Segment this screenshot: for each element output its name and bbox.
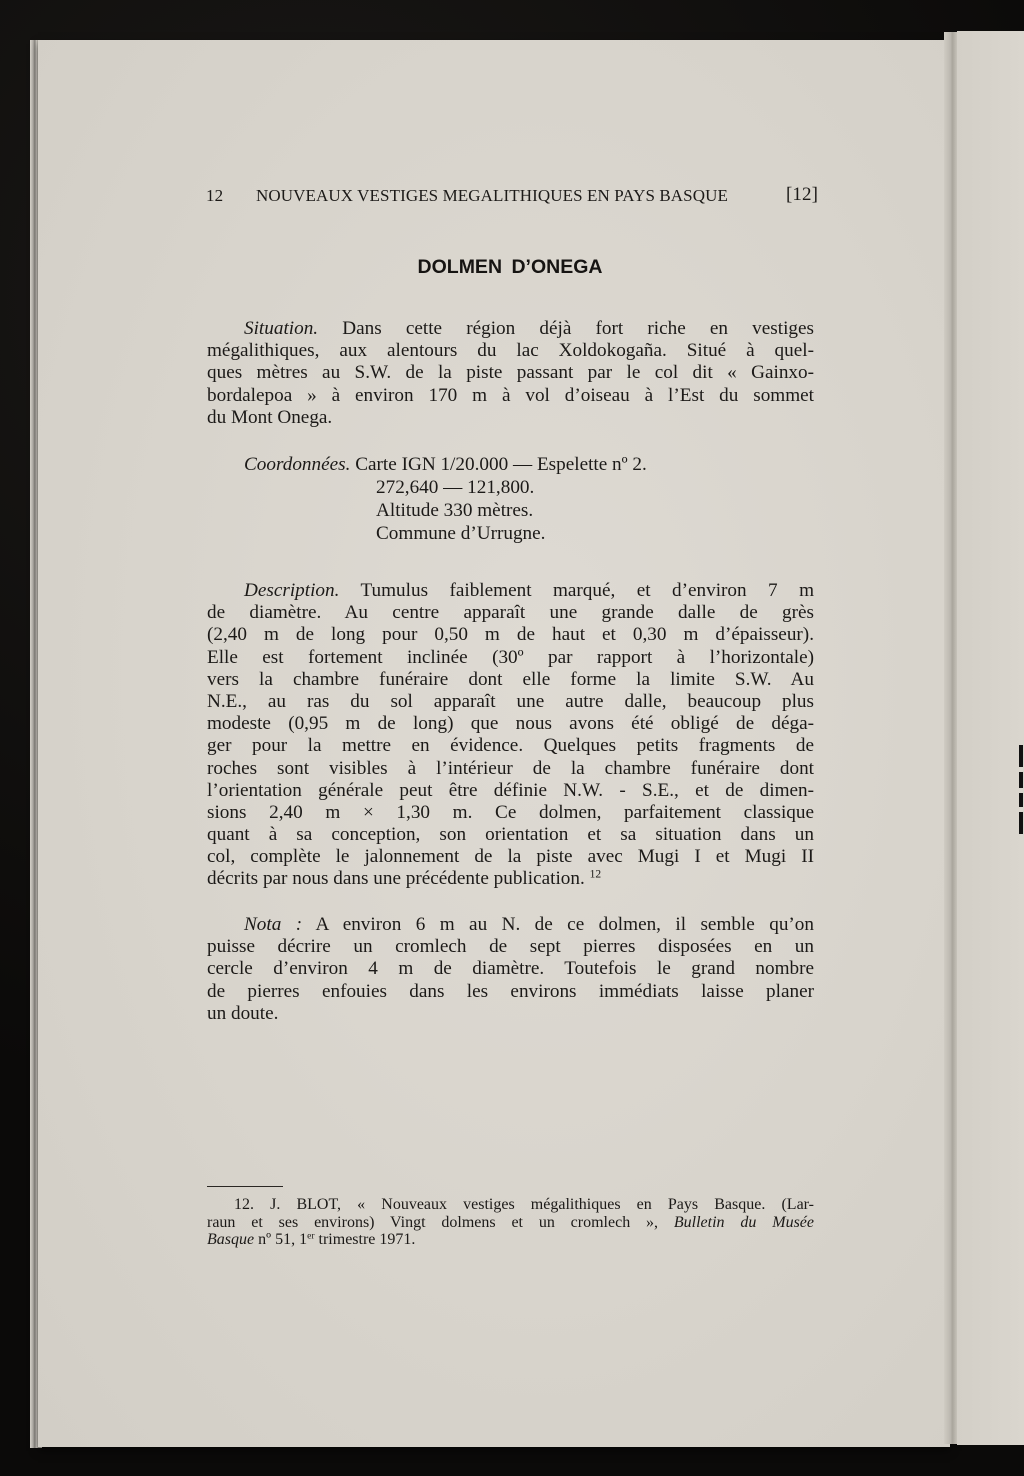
text-line: ques mètres au S.W. de la piste passant par le col dit « Gainxo- <box>207 362 814 384</box>
footnote-text: raun et ses environs) Vingt dolmens et un cromlech », <box>207 1213 674 1231</box>
text-line: quant à sa conception, son orientation et sa situation dans un <box>207 824 814 846</box>
footnote-journal-title: Bulletin du Musée <box>673 1213 814 1231</box>
text-line: ger pour la mettre en évidence. Quelques petits fragments de <box>207 735 814 757</box>
text-line: un doute. <box>207 1002 279 1024</box>
text-line: l’orientation générale peut être définie N.W. - S.E., et de dimen- <box>207 779 814 801</box>
text-line: sions 2,40 m × 1,30 m. Ce dolmen, parfaitement classique <box>207 801 814 823</box>
footnote-line: 12. J. BLOT, « Nouveaux vestiges mégalithiques en Pays Basque. (Lar- <box>234 1196 814 1213</box>
nota-paragraph <box>207 914 814 1025</box>
footnote-12 <box>207 1196 814 1249</box>
text-line: col, complète le jalonnement de la piste avec Mugi I et Mugi II <box>207 846 814 868</box>
text-line: puisse décrire un cromlech de sept pierres disposées en un <box>207 936 814 958</box>
facing-page <box>957 31 1024 1445</box>
text-line: roches sont visibles à l’intérieur de la chambre funéraire dont <box>207 757 814 779</box>
facing-page-mark <box>1019 772 1023 788</box>
footnote-issue: nº 51, 1 <box>254 1231 308 1248</box>
facing-page-mark <box>1019 745 1023 767</box>
bracket-page-number: [12] <box>785 184 818 205</box>
text-line: de pierres enfouies dans les environs immédiats laisse planer <box>207 980 814 1002</box>
facing-page-mark <box>1019 793 1023 807</box>
text-line: cercle d’environ 4 m de diamètre. Toutefois le grand nombre <box>207 958 814 980</box>
situation-paragraph <box>207 318 814 429</box>
text-line: décrits par nous dans une précédente publication. <box>207 868 585 890</box>
description-paragraph <box>207 580 814 891</box>
text-line: Carte IGN 1/20.000 — Espelette nº 2. <box>350 454 647 475</box>
facing-page-mark <box>1019 812 1023 834</box>
footnote-journal-title-cont: Basque <box>207 1231 255 1248</box>
description-label: Description. <box>244 580 340 601</box>
footnote-reference[interactable]: 12 <box>589 869 602 882</box>
text-line: du Mont Onega. <box>207 406 333 428</box>
text-line: N.E., au ras du sol apparaît une autre dalle, beaucoup plus <box>207 690 814 712</box>
text-line: Commune d’Urrugne. <box>376 523 546 544</box>
text-line: Dans cette région déjà fort riche en vestiges <box>318 318 814 339</box>
text-line: 272,640 — 121,800. <box>376 477 535 498</box>
footnote-divider <box>207 1186 283 1187</box>
situation-label: Situation. <box>244 318 319 339</box>
footnote-date: trimestre 1971. <box>314 1231 416 1248</box>
running-head <box>206 186 818 212</box>
footnote-ordinal: er <box>307 1230 315 1242</box>
nota-label: Nota : <box>244 914 303 935</box>
text-line: Elle est fortement inclinée (30º par rapport à l’horizontale) <box>207 646 814 668</box>
text-line: bordalepoa » à environ 170 m à vol d’oiseau à l’Est du sommet <box>207 384 814 406</box>
running-title: NOUVEAUX VESTIGES MEGALITHIQUES EN PAYS BASQUE <box>256 186 728 205</box>
coordinates-block <box>244 453 804 545</box>
text-line: vers la chambre funéraire dont elle forme la limite S.W. Au <box>207 668 814 690</box>
text-line: (2,40 m de long pour 0,50 m de haut et 0,30 m d’épaisseur). <box>207 624 814 646</box>
text-line: modeste (0,95 m de long) que nous avons été obligé de déga- <box>207 713 814 735</box>
text-line: Altitude 330 mètres. <box>376 500 534 521</box>
text-line: mégalithiques, aux alentours du lac Xoldokogaña. Situé à quel- <box>207 340 814 362</box>
section-heading: DOLMEN D’ONEGA <box>417 256 603 278</box>
text-line: Tumulus faiblement marqué, et d’environ 7 m <box>339 580 814 601</box>
book-gutter <box>944 32 958 1444</box>
text-line: A environ 6 m au N. de ce dolmen, il semble qu’on <box>302 914 814 935</box>
text-line: de diamètre. Au centre apparaît une grande dalle de grès <box>207 602 814 624</box>
coordinates-label: Coordonnées. <box>244 454 351 475</box>
page-number: 12 <box>206 186 224 205</box>
